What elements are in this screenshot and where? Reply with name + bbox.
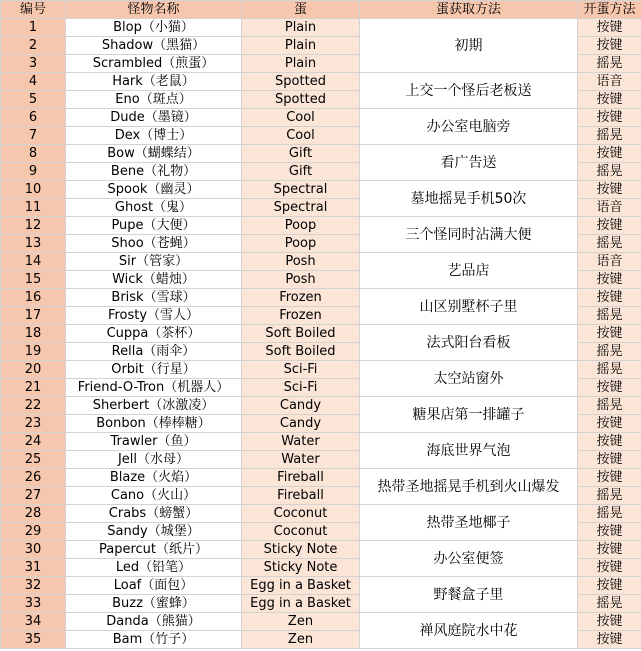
row-number: 23 — [1, 415, 66, 433]
egg-type: Coconut — [242, 505, 360, 523]
table-row — [1, 361, 641, 379]
egg-type: Spectral — [242, 199, 360, 217]
egg-type: Spectral — [242, 181, 360, 199]
table-row — [1, 505, 641, 523]
egg-acquisition-method: 办公室电脑旁 — [360, 109, 578, 145]
row-number: 31 — [1, 559, 66, 577]
monster-name: Shadow（黑猫） — [66, 37, 242, 55]
row-number: 7 — [1, 127, 66, 145]
egg-type: Spotted — [242, 91, 360, 109]
egg-type: Soft Boiled — [242, 325, 360, 343]
egg-type: Sticky Note — [242, 541, 360, 559]
egg-open-method: 按键 — [578, 379, 641, 397]
table-row — [1, 325, 641, 343]
monster-name: Dex（博士） — [66, 127, 242, 145]
egg-open-method: 按键 — [578, 19, 641, 37]
row-number: 21 — [1, 379, 66, 397]
egg-type: Candy — [242, 415, 360, 433]
row-number: 29 — [1, 523, 66, 541]
egg-type: Cool — [242, 127, 360, 145]
table-row — [1, 469, 641, 487]
row-number: 15 — [1, 271, 66, 289]
egg-type: Gift — [242, 163, 360, 181]
egg-acquisition-method: 热带圣地摇晃手机到火山爆发 — [360, 469, 578, 505]
egg-open-method: 按键 — [578, 613, 641, 631]
table-row — [1, 145, 641, 163]
table-row — [1, 181, 641, 199]
egg-type: Sci-Fi — [242, 361, 360, 379]
monster-name: Danda（熊猫） — [66, 613, 242, 631]
monster-name: Loaf（面包） — [66, 577, 242, 595]
monster-name: Shoo（苍蝇） — [66, 235, 242, 253]
egg-open-method: 摇晃 — [578, 343, 641, 361]
row-number: 16 — [1, 289, 66, 307]
monster-name: Ghost（鬼） — [66, 199, 242, 217]
egg-type: Coconut — [242, 523, 360, 541]
monster-name: Sir（管家） — [66, 253, 242, 271]
table-row — [1, 109, 641, 127]
row-number: 9 — [1, 163, 66, 181]
row-number: 34 — [1, 613, 66, 631]
egg-acquisition-method: 海底世界气泡 — [360, 433, 578, 469]
egg-type: Fireball — [242, 469, 360, 487]
egg-open-method: 按键 — [578, 109, 641, 127]
monster-name: Friend-O-Tron（机器人） — [66, 379, 242, 397]
egg-type: Spotted — [242, 73, 360, 91]
monster-name: Rella（雨伞） — [66, 343, 242, 361]
row-number: 8 — [1, 145, 66, 163]
monster-name: Bene（礼物） — [66, 163, 242, 181]
row-number: 22 — [1, 397, 66, 415]
row-number: 6 — [1, 109, 66, 127]
row-number: 14 — [1, 253, 66, 271]
monster-name: Sandy（城堡） — [66, 523, 242, 541]
monster-name: Crabs（螃蟹） — [66, 505, 242, 523]
table-row — [1, 541, 641, 559]
monster-name: Led（铅笔） — [66, 559, 242, 577]
monster-name: Jell（水母） — [66, 451, 242, 469]
row-number: 3 — [1, 55, 66, 73]
row-number: 26 — [1, 469, 66, 487]
table-row — [1, 19, 641, 37]
egg-type: Fireball — [242, 487, 360, 505]
monster-name: Blaze（火焰） — [66, 469, 242, 487]
egg-open-method: 按键 — [578, 415, 641, 433]
monster-name: Buzz（蜜蜂） — [66, 595, 242, 613]
egg-type: Soft Boiled — [242, 343, 360, 361]
egg-type: Frozen — [242, 289, 360, 307]
row-number: 32 — [1, 577, 66, 595]
header-num: 编号 — [1, 1, 66, 19]
egg-open-method: 摇晃 — [578, 505, 641, 523]
row-number: 18 — [1, 325, 66, 343]
egg-open-method: 摇晃 — [578, 55, 641, 73]
table-row — [1, 613, 641, 631]
monster-name: Brisk（雪球） — [66, 289, 242, 307]
egg-open-method: 按键 — [578, 469, 641, 487]
egg-open-method: 按键 — [578, 181, 641, 199]
egg-acquisition-method: 禅风庭院水中花 — [360, 613, 578, 649]
egg-open-method: 摇晃 — [578, 127, 641, 145]
row-number: 2 — [1, 37, 66, 55]
monster-name: Trawler（鱼） — [66, 433, 242, 451]
monster-name: Blop（小猫） — [66, 19, 242, 37]
egg-type: Water — [242, 451, 360, 469]
monster-name: Cano（火山） — [66, 487, 242, 505]
egg-acquisition-method: 太空站窗外 — [360, 361, 578, 397]
egg-type: Zen — [242, 613, 360, 631]
table-row — [1, 289, 641, 307]
egg-open-method: 按键 — [578, 145, 641, 163]
row-number: 33 — [1, 595, 66, 613]
row-number: 20 — [1, 361, 66, 379]
egg-open-method: 语音 — [578, 73, 641, 91]
egg-open-method: 摇晃 — [578, 397, 641, 415]
monster-name: Bam（竹子） — [66, 631, 242, 649]
header-egg: 蛋 — [242, 1, 360, 19]
egg-open-method: 语音 — [578, 253, 641, 271]
egg-type: Posh — [242, 253, 360, 271]
monster-name: Wick（蜡烛） — [66, 271, 242, 289]
egg-type: Poop — [242, 217, 360, 235]
row-number: 19 — [1, 343, 66, 361]
egg-open-method: 摇晃 — [578, 235, 641, 253]
monster-name: Scrambled（煎蛋） — [66, 55, 242, 73]
egg-open-method: 摇晃 — [578, 361, 641, 379]
egg-type: Plain — [242, 19, 360, 37]
header-open: 开蛋方法 — [578, 1, 641, 19]
row-number: 27 — [1, 487, 66, 505]
monster-name: Papercut（纸片） — [66, 541, 242, 559]
egg-open-method: 摇晃 — [578, 487, 641, 505]
egg-type: Zen — [242, 631, 360, 649]
egg-type: Sticky Note — [242, 559, 360, 577]
egg-type: Poop — [242, 235, 360, 253]
table-row — [1, 217, 641, 235]
egg-type: Gift — [242, 145, 360, 163]
monster-name: Bonbon（棒棒糖） — [66, 415, 242, 433]
monster-name: Dude（墨镜） — [66, 109, 242, 127]
egg-open-method: 按键 — [578, 559, 641, 577]
header-row — [1, 1, 641, 19]
egg-open-method: 按键 — [578, 271, 641, 289]
egg-open-method: 摇晃 — [578, 163, 641, 181]
egg-acquisition-method: 墓地摇晃手机50次 — [360, 181, 578, 217]
monster-name: Eno（斑点） — [66, 91, 242, 109]
monster-name: Hark（老鼠） — [66, 73, 242, 91]
row-number: 25 — [1, 451, 66, 469]
monster-name: Sherbert（冰激凌） — [66, 397, 242, 415]
egg-acquisition-method: 初期 — [360, 19, 578, 73]
egg-type: Candy — [242, 397, 360, 415]
egg-type: Cool — [242, 109, 360, 127]
egg-open-method: 按键 — [578, 91, 641, 109]
egg-acquisition-method: 野餐盒子里 — [360, 577, 578, 613]
egg-type: Egg in a Basket — [242, 595, 360, 613]
egg-open-method: 按键 — [578, 325, 641, 343]
egg-open-method: 按键 — [578, 523, 641, 541]
egg-type: Plain — [242, 55, 360, 73]
row-number: 30 — [1, 541, 66, 559]
row-number: 5 — [1, 91, 66, 109]
egg-acquisition-method: 看广告送 — [360, 145, 578, 181]
egg-type: Sci-Fi — [242, 379, 360, 397]
table-body — [1, 19, 641, 649]
table-row — [1, 577, 641, 595]
row-number: 17 — [1, 307, 66, 325]
monster-name: Spook（幽灵） — [66, 181, 242, 199]
row-number: 11 — [1, 199, 66, 217]
monster-name: Frosty（雪人） — [66, 307, 242, 325]
egg-open-method: 按键 — [578, 577, 641, 595]
egg-open-method: 按键 — [578, 433, 641, 451]
egg-open-method: 摇晃 — [578, 307, 641, 325]
table-row — [1, 397, 641, 415]
egg-acquisition-method: 办公室便签 — [360, 541, 578, 577]
row-number: 12 — [1, 217, 66, 235]
egg-acquisition-method: 糖果店第一排罐子 — [360, 397, 578, 433]
egg-open-method: 摇晃 — [578, 595, 641, 613]
row-number: 28 — [1, 505, 66, 523]
header-how: 蛋获取方法 — [360, 1, 578, 19]
egg-type: Frozen — [242, 307, 360, 325]
monster-name: Bow（蝴蝶结） — [66, 145, 242, 163]
egg-acquisition-method: 三个怪同时沾满大便 — [360, 217, 578, 253]
egg-acquisition-method: 热带圣地椰子 — [360, 505, 578, 541]
egg-type: Posh — [242, 271, 360, 289]
header-name: 怪物名称 — [66, 1, 242, 19]
egg-type: Plain — [242, 37, 360, 55]
row-number: 13 — [1, 235, 66, 253]
row-number: 35 — [1, 631, 66, 649]
table-row — [1, 433, 641, 451]
egg-acquisition-method: 山区别墅杯子里 — [360, 289, 578, 325]
table-row — [1, 73, 641, 91]
monster-name: Orbit（行星） — [66, 361, 242, 379]
egg-type: Egg in a Basket — [242, 577, 360, 595]
egg-open-method: 按键 — [578, 289, 641, 307]
egg-open-method: 按键 — [578, 631, 641, 649]
row-number: 1 — [1, 19, 66, 37]
table-row — [1, 253, 641, 271]
egg-open-method: 按键 — [578, 217, 641, 235]
egg-acquisition-method: 上交一个怪后老板送 — [360, 73, 578, 109]
monster-name: Pupe（大便） — [66, 217, 242, 235]
egg-acquisition-method: 艺品店 — [360, 253, 578, 289]
egg-open-method: 按键 — [578, 541, 641, 559]
row-number: 4 — [1, 73, 66, 91]
egg-acquisition-method: 法式阳台看板 — [360, 325, 578, 361]
row-number: 24 — [1, 433, 66, 451]
egg-type: Water — [242, 433, 360, 451]
monster-name: Cuppa（茶杯） — [66, 325, 242, 343]
row-number: 10 — [1, 181, 66, 199]
egg-open-method: 按键 — [578, 451, 641, 469]
egg-open-method: 按键 — [578, 37, 641, 55]
egg-open-method: 语音 — [578, 199, 641, 217]
